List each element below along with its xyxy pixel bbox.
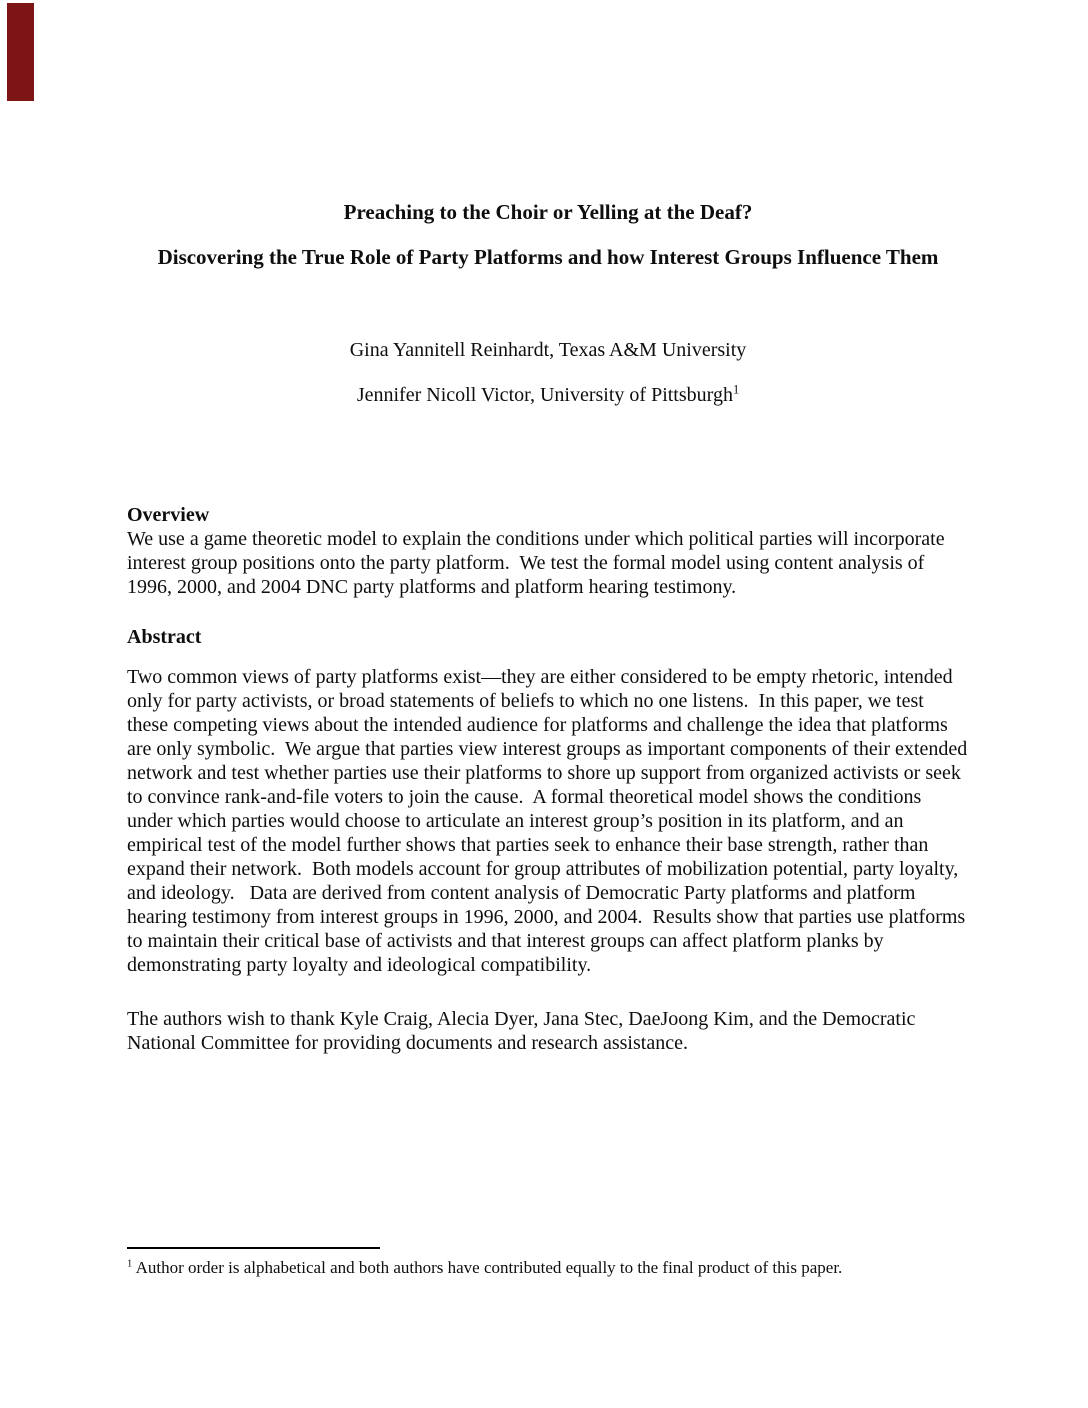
footnote-text: [127, 1258, 969, 1278]
acknowledgments-paragraph: The authors wish to thank Kyle Craig, Alecia Dyer, Jana Stec, DaeJoong Kim, and the Democratic National Committee for providing documents and research assistance.: [127, 1008, 921, 1054]
abstract-paragraph: Two common views of party platforms exist—they are either considered to be empty rhetoric, intended only for party activists, or broad statements of beliefs to which no one listens. In this paper, we test these competing views about the intended audience for platforms and challenge the idea that platforms are only symbolic. We argue that parties view interest groups as important components of their extended network and test whether parties use their platforms to shore up support from organized activists or seek to convince rank-and-file voters to join the cause. A formal theoretical model shows the conditions under which parties would choose to articulate an interest group’s position in its platform, and an empirical test of the model further shows that parties seek to enhance their base strength, rather than expand their network. Both models account for group attributes of mobilization potential, party loyalty, and ideology. Data are derived from content analysis of Democratic Party platforms and platform hearing testimony from interest groups in 1996, 2000, and 2004. Results show that parties use platforms to maintain their critical base of activists and that interest groups can affect platform planks by demonstrating party loyalty and ideological compatibility.: [127, 666, 973, 976]
footnote-marker: 1: [127, 1258, 133, 1270]
paper-title-line-2: Discovering the True Role of Party Platforms and how Interest Groups Influence Them: [157, 245, 939, 269]
footnote-body: Author order is alphabetical and both authors have contributed equally to the final product of this paper.: [135, 1258, 843, 1277]
paper-title-line-1: Preaching to the Choir or Yelling at the Deaf?: [343, 200, 753, 224]
footnote-area: [127, 1247, 969, 1278]
author-name-affiliation: Gina Yannitell Reinhardt, Texas A&M University: [349, 339, 747, 361]
author-line: [127, 338, 969, 362]
author-line: [127, 383, 969, 407]
footnote-separator-rule: [127, 1247, 380, 1249]
page-content: [127, 0, 973, 1055]
overview-paragraph: We use a game theoretic model to explain the conditions under which political parties will incorporate interest group positions onto the party platform. We test the formal model using content analysis of 1996, 2000, and 2004 DNC party platforms and platform hearing testimony.: [127, 528, 950, 598]
red-corner-scan-artifact: [7, 3, 34, 101]
abstract-section-heading: Abstract: [127, 626, 202, 648]
author-footnote-marker: 1: [732, 382, 740, 397]
overview-section-heading: Overview: [127, 504, 210, 526]
author-name-affiliation: Jennifer Nicoll Victor, University of Pittsburgh: [356, 384, 733, 406]
